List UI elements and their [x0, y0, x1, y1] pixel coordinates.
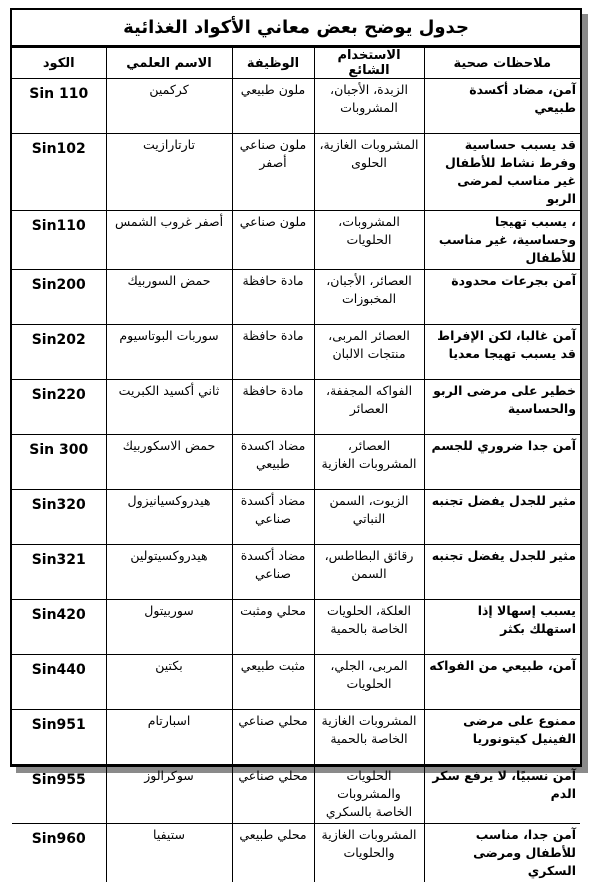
table-row: [12, 490, 580, 545]
cell-usage: المشروبات الغازية والحلويات: [314, 824, 424, 882]
cell-code: Sin 110: [12, 79, 106, 134]
cell-scientific-name: ستيفيا: [106, 824, 232, 882]
cell-notes: مثير للجدل يفضل تجنبه: [424, 490, 580, 545]
header-scientific-name: الاسم العلمي: [106, 48, 232, 79]
cell-usage: الزبدة، الأجبان، المشروبات: [314, 79, 424, 134]
cell-function: مضاد أكسدة صناعي: [232, 490, 314, 545]
cell-code: Sin102: [12, 134, 106, 211]
cell-function: مضاد أكسدة صناعي: [232, 545, 314, 600]
cell-scientific-name: هيدروكسيانيزول: [106, 490, 232, 545]
cell-notes: آمن جدا، مناسب للأطفال ومرضى السكري: [424, 824, 580, 882]
cell-scientific-name: كركمين: [106, 79, 232, 134]
cell-usage: العصائر، المشروبات الغازية: [314, 435, 424, 490]
cell-code: Sin110: [12, 211, 106, 270]
cell-notes: يسبب إسهالا إذا استهلك بكثر: [424, 600, 580, 655]
table-row: [12, 270, 580, 325]
cell-code: Sin202: [12, 325, 106, 380]
cell-notes: قد يسبب حساسية وفرط نشاط للأطفال غير مناسب لمرضى الربو: [424, 134, 580, 211]
cell-function: محلي طبيعي: [232, 824, 314, 882]
cell-function: مادة حافظة: [232, 270, 314, 325]
table-row: [12, 79, 580, 134]
table-row: [12, 134, 580, 211]
cell-usage: رقائق البطاطس، السمن: [314, 545, 424, 600]
cell-notes: آمن جدا ضروري للجسم: [424, 435, 580, 490]
cell-notes: مثير للجدل يفضل تجنبه: [424, 545, 580, 600]
cell-scientific-name: أصفر غروب الشمس: [106, 211, 232, 270]
table-row: [12, 824, 580, 882]
cell-function: محلي ومثبت: [232, 600, 314, 655]
cell-usage: الحلويات والمشروبات الخاصة بالسكري: [314, 765, 424, 824]
cell-code: Sin960: [12, 824, 106, 882]
cell-notes: آمن، طبيعي من الفواكه: [424, 655, 580, 710]
cell-function: ملون صناعي: [232, 211, 314, 270]
cell-code: Sin951: [12, 710, 106, 765]
cell-usage: الفواكه المجففة، العصائر: [314, 380, 424, 435]
table-row: [12, 211, 580, 270]
header-function: الوظيفة: [232, 48, 314, 79]
cell-code: Sin440: [12, 655, 106, 710]
table-row: [12, 655, 580, 710]
cell-code: Sin 300: [12, 435, 106, 490]
cell-code: Sin321: [12, 545, 106, 600]
page-title: جدول يوضح بعض معاني الأكواد الغذائية: [12, 10, 580, 47]
cell-notes: آمن غالبا، لكن الإفراط قد يسبب تهيجا معديا: [424, 325, 580, 380]
cell-usage: المشروبات الغازية الخاصة بالحمية: [314, 710, 424, 765]
cell-function: مثبت طبيعي: [232, 655, 314, 710]
table-header-row: [12, 48, 580, 79]
cell-code: Sin220: [12, 380, 106, 435]
cell-code: Sin420: [12, 600, 106, 655]
cell-notes: خطير على مرضى الربو والحساسية: [424, 380, 580, 435]
cell-function: محلي صناعي: [232, 765, 314, 824]
cell-function: ملون طبيعي: [232, 79, 314, 134]
cell-usage: المشروبات، الحلويات: [314, 211, 424, 270]
cell-scientific-name: بكتين: [106, 655, 232, 710]
cell-scientific-name: تارتارازيت: [106, 134, 232, 211]
food-codes-table: [12, 47, 580, 882]
header-notes: ملاحظات صحية: [424, 48, 580, 79]
cell-notes: ممنوع على مرضى الفينيل كيتونوريا: [424, 710, 580, 765]
cell-scientific-name: ثاني أكسيد الكبريت: [106, 380, 232, 435]
cell-notes: آمن بجرعات محدودة: [424, 270, 580, 325]
table-row: [12, 545, 580, 600]
table-row: [12, 600, 580, 655]
cell-notes: آمن نسبيًا، لا يرفع سكر الدم: [424, 765, 580, 824]
table-row: [12, 380, 580, 435]
header-code: الكود: [12, 48, 106, 79]
cell-scientific-name: سوربيتول: [106, 600, 232, 655]
cell-scientific-name: سوكرالوز: [106, 765, 232, 824]
cell-usage: المربى، الجلي، الحلويات: [314, 655, 424, 710]
cell-code: Sin955: [12, 765, 106, 824]
cell-scientific-name: سوربات البوتاسيوم: [106, 325, 232, 380]
table-row: [12, 435, 580, 490]
cell-scientific-name: هيدروكسيتولين: [106, 545, 232, 600]
header-usage: الاستخدام الشائع: [314, 48, 424, 79]
cell-code: Sin320: [12, 490, 106, 545]
cell-function: مضاد اكسدة طبيعي: [232, 435, 314, 490]
cell-usage: المشروبات الغازية، الحلوى: [314, 134, 424, 211]
cell-usage: العصائر المربى، منتجات الالبان: [314, 325, 424, 380]
cell-scientific-name: حمض السوربيك: [106, 270, 232, 325]
table-row: [12, 710, 580, 765]
cell-code: Sin200: [12, 270, 106, 325]
cell-function: مادة حافظة: [232, 380, 314, 435]
cell-notes: آمن، مضاد أكسدة طبيعي: [424, 79, 580, 134]
document-sheet: [10, 8, 582, 767]
cell-usage: الزيوت، السمن النباتي: [314, 490, 424, 545]
cell-usage: العلكة، الحلويات الخاصة بالحمية: [314, 600, 424, 655]
cell-scientific-name: اسبارتام: [106, 710, 232, 765]
cell-notes: ، يسبب تهيجا وحساسية، غير مناسب للأطفال: [424, 211, 580, 270]
cell-function: مادة حافظة: [232, 325, 314, 380]
table-row: [12, 765, 580, 824]
cell-function: محلي صناعي: [232, 710, 314, 765]
cell-usage: العصائر، الأجبان، المخبوزات: [314, 270, 424, 325]
table-row: [12, 325, 580, 380]
cell-scientific-name: حمض الاسكوربيك: [106, 435, 232, 490]
cell-function: ملون صناعي أصفر: [232, 134, 314, 211]
